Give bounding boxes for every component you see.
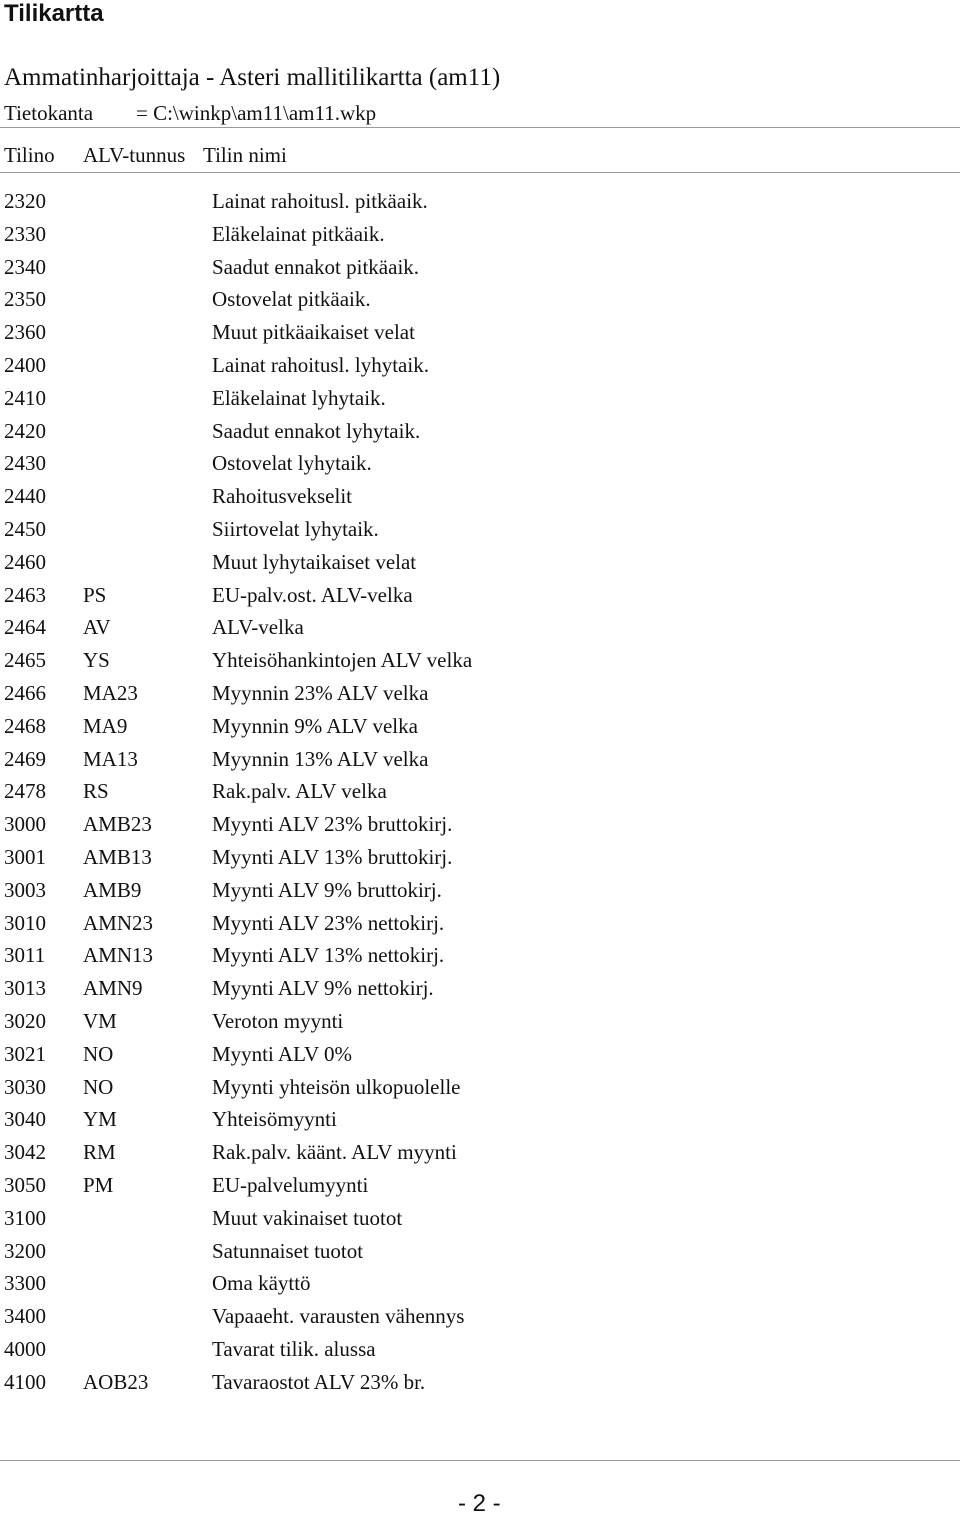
account-number: 2478 <box>4 779 46 804</box>
account-number: 2463 <box>4 582 46 607</box>
vat-code: MA13 <box>83 746 138 771</box>
vat-code: AMN9 <box>83 976 143 1001</box>
account-number: 3011 <box>4 943 46 968</box>
account-number: 3100 <box>4 1205 46 1230</box>
account-name: Tavarat tilik. alussa <box>212 1336 376 1361</box>
header-account-no: Tilino <box>4 143 55 167</box>
account-name: Muut lyhytaikaiset velat <box>212 549 417 574</box>
table-row <box>4 185 944 218</box>
account-name: Rak.palv. käänt. ALV myynti <box>212 1140 457 1165</box>
account-name: Lainat rahoitusl. pitkäaik. <box>212 189 428 213</box>
table-row <box>4 1333 944 1366</box>
table-row <box>4 710 944 743</box>
account-name: Myynti yhteisön ulkopuolelle <box>212 1074 461 1099</box>
chart-of-accounts-subtitle: Ammatinharjoittaja - Asteri mallitilikartta (am11) <box>4 64 501 91</box>
account-name: Lainat rahoitusl. lyhytaik. <box>212 352 429 377</box>
table-row <box>4 1267 944 1300</box>
account-number: 2410 <box>4 385 46 410</box>
account-name: Eläkelainat pitkäaik. <box>212 221 385 246</box>
account-name: Myynti ALV 13% nettokirj. <box>212 943 445 968</box>
table-row <box>4 447 944 480</box>
table-row <box>4 808 944 841</box>
account-name: ALV-velka <box>212 615 304 640</box>
vat-code: VM <box>83 1008 117 1033</box>
table-row <box>4 1005 944 1038</box>
account-name: EU-palv.ost. ALV-velka <box>212 582 413 607</box>
account-number: 2460 <box>4 549 46 574</box>
account-name: Satunnaiset tuotot <box>212 1238 364 1263</box>
vat-code: AV <box>83 615 111 640</box>
account-name: Myynti ALV 23% bruttokirj. <box>212 812 453 837</box>
header-vat-code: ALV-tunnus <box>83 143 186 167</box>
account-name: Rahoitusvekselit <box>212 484 352 509</box>
account-number: 3040 <box>4 1107 46 1132</box>
footer-divider <box>0 1460 960 1461</box>
account-number: 2465 <box>4 648 46 673</box>
account-name: Saadut ennakot lyhytaik. <box>212 418 421 443</box>
table-row <box>4 907 944 940</box>
vat-code: PM <box>83 1172 114 1197</box>
vat-code: AMB9 <box>83 877 142 902</box>
account-name: Veroton myynti <box>212 1008 344 1033</box>
account-name: Rak.palv. ALV velka <box>212 779 387 804</box>
table-row <box>4 841 944 874</box>
account-number: 2400 <box>4 352 46 377</box>
vat-code: AMB23 <box>83 812 152 837</box>
page-title: Tilikartta <box>4 0 104 27</box>
table-row <box>4 415 944 448</box>
account-number: 3400 <box>4 1304 46 1329</box>
vat-code: NO <box>83 1041 114 1066</box>
vat-code: PS <box>83 582 107 607</box>
account-number: 2340 <box>4 254 46 279</box>
account-number: 3030 <box>4 1074 46 1099</box>
table-row <box>4 1366 944 1399</box>
account-number: 3013 <box>4 976 46 1001</box>
account-name: Vapaaeht. varausten vähennys <box>212 1304 465 1329</box>
vat-code: YS <box>83 648 110 673</box>
vat-code: NO <box>83 1074 114 1099</box>
account-name: Myynti ALV 23% nettokirj. <box>212 910 445 935</box>
account-name: Myynti ALV 9% bruttokirj. <box>212 877 442 902</box>
account-number: 3010 <box>4 910 46 935</box>
table-row <box>4 283 944 316</box>
account-name: Muut vakinaiset tuotot <box>212 1205 403 1230</box>
table-row <box>4 1071 944 1104</box>
table-row <box>4 644 944 677</box>
vat-code: AOB23 <box>83 1369 149 1394</box>
table-row <box>4 513 944 546</box>
database-row <box>4 98 376 128</box>
account-number: 3000 <box>4 812 46 837</box>
account-number: 2468 <box>4 713 46 738</box>
account-number: 3300 <box>4 1271 46 1296</box>
account-number: 2464 <box>4 615 46 640</box>
vat-code: RS <box>83 779 109 804</box>
account-name: Myynti ALV 0% <box>212 1041 353 1066</box>
account-name: Ostovelat lyhytaik. <box>212 451 372 476</box>
account-number: 2440 <box>4 484 46 509</box>
table-row <box>4 349 944 382</box>
table-row <box>4 579 944 612</box>
account-number: 3001 <box>4 844 46 869</box>
table-row <box>4 972 944 1005</box>
table-row <box>4 1300 944 1333</box>
header-top-divider <box>0 127 960 128</box>
account-name: Myynnin 9% ALV velka <box>212 713 418 738</box>
page-number-text: - 2 - <box>458 1490 501 1517</box>
table-row <box>4 316 944 349</box>
account-name: Myynnin 13% ALV velka <box>212 746 429 771</box>
table-row <box>4 480 944 513</box>
account-name: Eläkelainat lyhytaik. <box>212 385 386 410</box>
account-number: 2466 <box>4 680 46 705</box>
vat-code: RM <box>83 1140 116 1165</box>
table-row <box>4 218 944 251</box>
account-number: 3003 <box>4 877 46 902</box>
account-name: Tavaraostot ALV 23% br. <box>212 1369 426 1394</box>
table-row <box>4 874 944 907</box>
account-number: 2420 <box>4 418 46 443</box>
account-number: 2360 <box>4 320 46 345</box>
account-number: 3020 <box>4 1008 46 1033</box>
account-number: 2320 <box>4 189 46 213</box>
vat-code: YM <box>83 1107 117 1132</box>
account-number: 2469 <box>4 746 46 771</box>
account-number: 3050 <box>4 1172 46 1197</box>
table-row <box>4 939 944 972</box>
account-name: Saadut ennakot pitkäaik. <box>212 254 420 279</box>
account-name: Yhteisömyynti <box>212 1107 337 1132</box>
account-number: 3200 <box>4 1238 46 1263</box>
table-row <box>4 546 944 579</box>
account-name: Siirtovelat lyhytaik. <box>212 516 379 541</box>
table-row <box>4 1235 944 1268</box>
table-row <box>4 1169 944 1202</box>
account-name: Yhteisöhankintojen ALV velka <box>212 648 473 673</box>
account-number: 2450 <box>4 516 46 541</box>
account-name: Myynti ALV 9% nettokirj. <box>212 976 434 1001</box>
table-row <box>4 677 944 710</box>
table-row <box>4 1136 944 1169</box>
database-path: = C:\winkp\am11\am11.wkp <box>136 101 377 125</box>
vat-code: AMN13 <box>83 943 154 968</box>
account-number: 2350 <box>4 287 46 312</box>
header-account-name: Tilin nimi <box>203 143 287 167</box>
table-row <box>4 1202 944 1235</box>
database-label: Tietokanta <box>4 101 94 125</box>
vat-code: AMB13 <box>83 844 152 869</box>
account-name: Myynti ALV 13% bruttokirj. <box>212 844 453 869</box>
vat-code: MA9 <box>83 713 128 738</box>
table-row <box>4 1038 944 1071</box>
vat-code: MA23 <box>83 680 138 705</box>
account-number: 3021 <box>4 1041 46 1066</box>
account-name: Oma käyttö <box>212 1271 311 1296</box>
account-number: 4000 <box>4 1336 46 1361</box>
account-name: Myynnin 23% ALV velka <box>212 680 429 705</box>
vat-code: AMN23 <box>83 910 154 935</box>
accounts-table <box>4 185 944 1398</box>
table-row <box>4 382 944 415</box>
account-number: 3042 <box>4 1140 46 1165</box>
table-row <box>4 1103 944 1136</box>
table-row <box>4 611 944 644</box>
account-name: Ostovelat pitkäaik. <box>212 287 371 312</box>
account-number: 4100 <box>4 1369 46 1394</box>
account-number: 2330 <box>4 221 46 246</box>
account-name: Muut pitkäaikaiset velat <box>212 320 415 345</box>
table-row <box>4 743 944 776</box>
table-row <box>4 775 944 808</box>
table-row <box>4 251 944 284</box>
account-number: 2430 <box>4 451 46 476</box>
account-name: EU-palvelumyynti <box>212 1172 369 1197</box>
header-bottom-divider <box>0 172 960 173</box>
